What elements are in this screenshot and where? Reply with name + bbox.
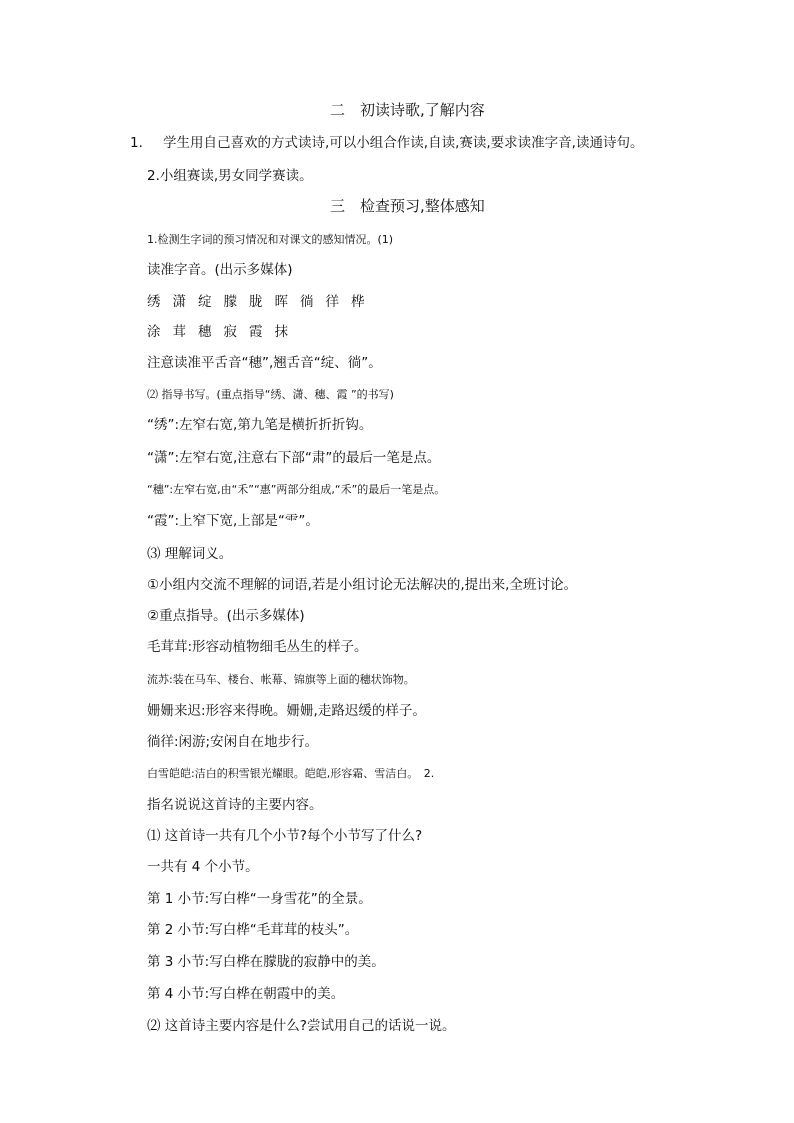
char: 绣 <box>147 294 161 310</box>
check-preview-line: 1.检测生字词的预习情况和对课文的感知情况。(1) <box>147 233 394 246</box>
char: 穗 <box>198 324 212 340</box>
stanza-3: 第 3 小节:写白桦在朦胧的寂静中的美。 <box>147 954 385 970</box>
read-sound-line: 读准字音。(出示多媒体) <box>147 262 293 278</box>
item-2-text: 2.小组赛读,男女同学赛读。 <box>147 168 313 184</box>
heading-section-2: 二 初读诗歌,了解内容 <box>330 101 485 119</box>
word-maorongrong: 毛茸茸:形容动植物细毛丛生的样子。 <box>147 639 368 655</box>
char: 抹 <box>274 324 288 340</box>
word-shanshan: 姗姗来迟:形容来得晚。姗姗,走路迟缓的样子。 <box>147 703 426 719</box>
question-1: ⑴ 这首诗一共有几个小节?每个小节写了什么? <box>147 828 423 844</box>
answer-total: 一共有 4 个小节。 <box>147 859 259 875</box>
char-note-xia: “霞”:上窄下宽,上部是“⻗”。 <box>147 513 319 529</box>
char: 徉 <box>325 294 339 310</box>
char: 胧 <box>249 294 263 310</box>
char: 朦 <box>223 294 237 310</box>
char: 桦 <box>351 294 365 310</box>
discussion-step-1: ①小组内交流不理解的词语,若是小组讨论无法解决的,提出来,全班讨论。 <box>147 577 577 593</box>
chars-row-2 <box>147 323 300 341</box>
char: 寂 <box>223 324 237 340</box>
stanza-2: 第 2 小节:写白桦“毛茸茸的枝头”。 <box>147 922 359 938</box>
char: 徜 <box>300 294 314 310</box>
understand-heading: ⑶ 理解词义。 <box>147 546 233 562</box>
char-note-xiao: “潇”:左窄右宽,注意右下部“肃”的最后一笔是点。 <box>147 450 441 466</box>
item-1-number: 1. <box>130 135 143 151</box>
question-2: ⑵ 这首诗主要内容是什么?尝试用自己的话说一说。 <box>147 1018 456 1034</box>
chars-row-1 <box>147 293 377 311</box>
heading-section-3: 三 检查预习,整体感知 <box>330 197 485 215</box>
pronunciation-note: 注意读准平舌音“穗”,翘舌音“绽、徜”。 <box>147 355 382 371</box>
char: 绽 <box>198 294 212 310</box>
char: 霞 <box>249 324 263 340</box>
word-changyang: 徜徉:闲游;安闲自在地步行。 <box>147 734 319 750</box>
char: 潇 <box>172 294 186 310</box>
discussion-step-2: ②重点指导。(出示多媒体) <box>147 608 305 624</box>
char: 晖 <box>274 294 288 310</box>
item-1-text: 学生用自己喜欢的方式读诗,可以小组合作读,自读,赛读,要求读准字音,读通诗句。 <box>163 135 644 151</box>
word-baixue: 白雪皑皑:洁白的积雪银光耀眼。皑皑,形容霜、雪洁白。 2. <box>147 767 435 780</box>
writing-guide: ⑵ 指导书写。(重点指导“绣、潇、穗、霞 ”的书写) <box>147 388 394 401</box>
char: 茸 <box>172 324 186 340</box>
stanza-4: 第 4 小节:写白桦在朝霞中的美。 <box>147 986 345 1002</box>
char: 涂 <box>147 324 161 340</box>
char-note-xiu: “绣”:左窄右宽,第九笔是横折折折钩。 <box>147 417 373 433</box>
word-liusu: 流苏:装在马车、楼台、帐幕、锦旗等上面的穗状饰物。 <box>147 673 415 686</box>
stanza-1: 第 1 小节:写白桦“一身雪花”的全景。 <box>147 891 372 907</box>
char-note-sui: “穗”:左窄右宽,由“禾”“惠”两部分组成,“禾”的最后一笔是点。 <box>147 483 446 496</box>
main-idea-prompt: 指名说说这首诗的主要内容。 <box>147 797 323 813</box>
